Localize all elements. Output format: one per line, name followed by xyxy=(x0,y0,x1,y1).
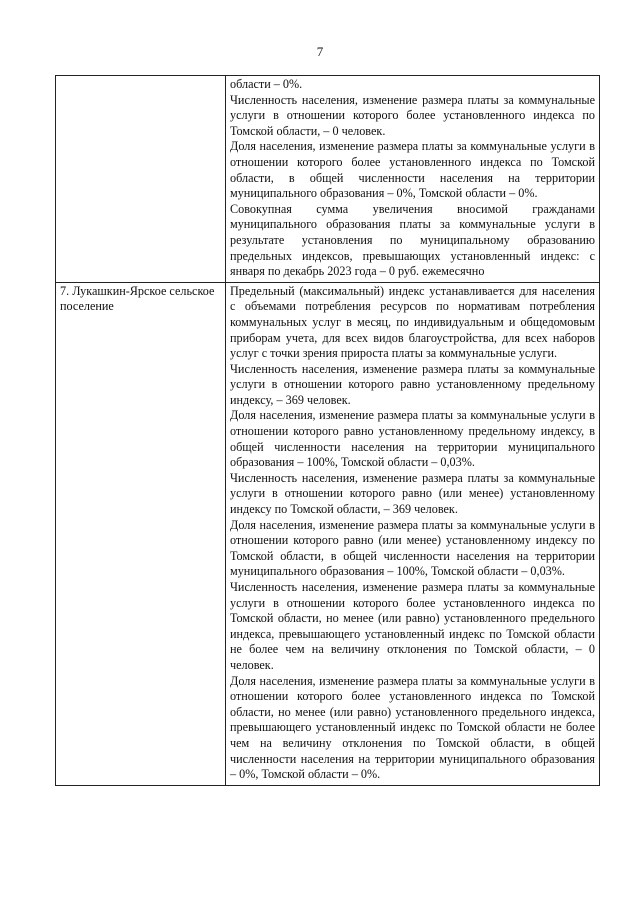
paragraph: Доля населения, изменение размера платы за коммунальные услуги в отношении которого более установленного индекса по Томской области, в общей численности населения на территории муниципального образования – 0%, Томской области – 0%. xyxy=(230,139,595,201)
indicators-cell xyxy=(226,282,600,785)
paragraph: области – 0%. xyxy=(230,77,303,91)
municipality-name-cell: 7. Лукашкин-Ярское сельское поселение xyxy=(56,282,226,785)
paragraph: Доля населения, изменение размера платы за коммунальные услуги в отношении которого равно установленному предельному индексу, в общей численности населения на территории муниципального образования – 100%, Томской области – 0,03%. xyxy=(230,408,595,470)
paragraph: Совокупная сумма увеличения вносимой гражданами муниципального образования платы за коммунальные услуги в результате установления по муниципальному образованию предельных индексов, превышающих установленный индекс: с января по декабрь 2023 года – 0 руб. ежемесячно xyxy=(230,201,595,279)
paragraph: Доля населения, изменение размера платы за коммунальные услуги в отношении которого более установленного индекса по Томской области, но менее (или равно) установленного предельного индекса, превышающего установленный индекс по Томской области не более чем на величину отклонения по Томской области, в общей численности населения на территории муниципального образования – 0%, Томской области – 0%. xyxy=(230,673,595,782)
indicators-cell xyxy=(226,76,600,283)
paragraph: Численность населения, изменение размера платы за коммунальные услуги в отношении которого равно (или менее) установленному индексу по Томской области, – 369 человек. xyxy=(230,470,595,517)
paragraph: Численность населения, изменение размера платы за коммунальные услуги в отношении которого более установленного индекса по Томской области, – 0 человек. xyxy=(230,92,595,138)
table-row xyxy=(56,282,600,785)
municipality-table xyxy=(55,75,600,786)
paragraph: Доля населения, изменение размера платы за коммунальные услуги в отношении которого равно (или менее) установленному индексу по Томской области, в общей численности населения на территории муниципального образования – 100%, Томской области – 0,03%. xyxy=(230,517,595,579)
paragraph: Предельный (максимальный) индекс устанавливается для населения с объемами потребления ресурсов по нормативам потребления коммунальных услуг в месяц, по индивидуальным и общедомовым приборам учета, для всех видов благоустройства, для всех наборов услуг с точки зрения прироста платы за коммунальные услуги. xyxy=(230,283,595,361)
municipality-name-cell xyxy=(56,76,226,283)
paragraph: Численность населения, изменение размера платы за коммунальные услуги в отношении которого равно установленному предельному индексу, – 369 человек. xyxy=(230,361,595,407)
paragraph: Численность населения, изменение размера платы за коммунальные услуги в отношении которого более установленного индекса по Томской области, но менее (или равно) установленного предельного индекса, превышающего установленный индекс по Томской области не более чем на величину отклонения по Томской области, – 0 человек. xyxy=(230,580,595,672)
table-row xyxy=(56,76,600,283)
page-number: 7 xyxy=(316,44,324,59)
